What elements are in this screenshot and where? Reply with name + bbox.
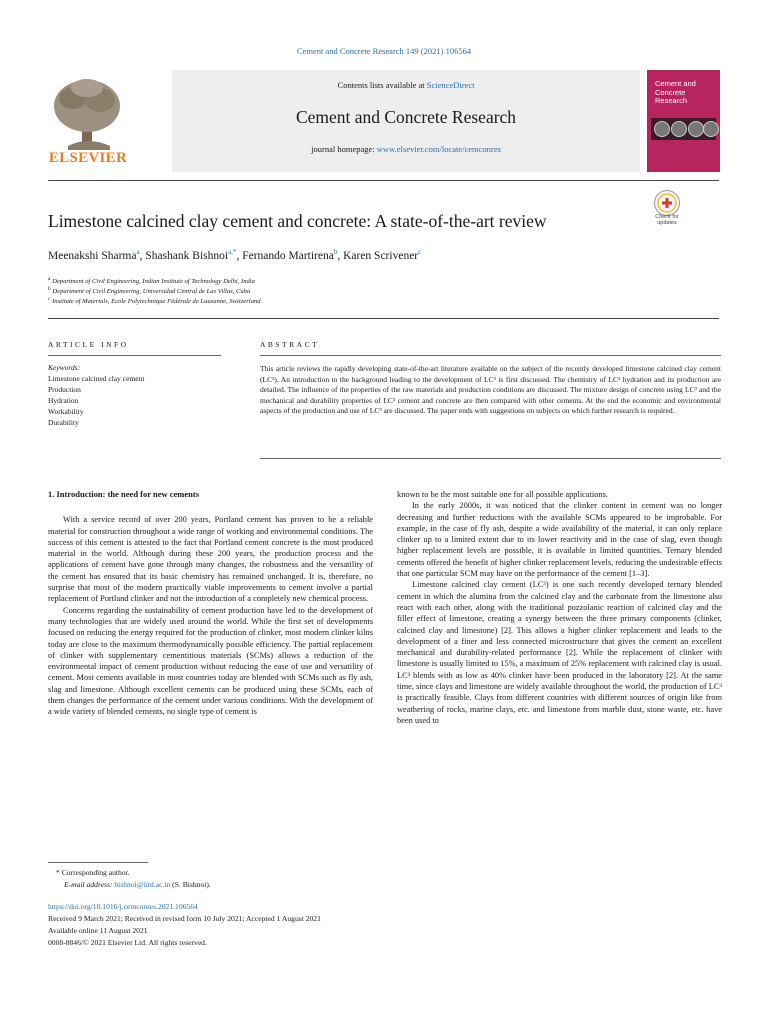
author-name[interactable]: Shashank Bishnoi: [145, 249, 229, 262]
corresponding-footnote: * Corresponding author.: [56, 868, 130, 877]
abstract-rule: [260, 355, 721, 356]
corresponding-text: Corresponding author.: [61, 868, 130, 877]
journal-cover-thumbnail[interactable]: [647, 70, 720, 172]
journal-masthead: [48, 70, 719, 172]
homepage-prefix: journal homepage:: [311, 144, 377, 154]
footnote-rule: [48, 862, 148, 863]
masthead-rule: [48, 180, 719, 181]
contents-prefix: Contents lists available at: [337, 80, 427, 90]
affiliation-rule: [48, 318, 719, 319]
author-affiliation-mark[interactable]: c: [418, 248, 422, 256]
journal-reference[interactable]: Cement and Concrete Research 149 (2021) 106564: [296, 46, 472, 56]
affiliation-text: Department of Civil Engineering, Universidad Central de Las Villas, Cuba: [52, 288, 251, 296]
homepage-link[interactable]: www.elsevier.com/locate/cemconres: [376, 144, 501, 154]
affiliation-text: Institute of Materials, Ecole Polytechnique Fédérale de Lausanne, Switzerland: [52, 298, 261, 306]
article-info-heading: ARTICLE INFO: [48, 340, 129, 349]
keyword: Durability: [48, 418, 79, 427]
copyright: 0008-8846/© 2021 Elsevier Ltd. All rights reserved.: [48, 938, 207, 947]
journal-title: Cement and Concrete Research: [295, 107, 517, 127]
crossmark-label: Check for updates: [655, 214, 679, 226]
article-title: Limestone calcined clay cement and concrete: A state-of-the-art review: [48, 211, 547, 231]
contents-line: [172, 80, 640, 90]
email-suffix: (S. Bishnoi).: [170, 880, 211, 889]
author-affiliation-mark[interactable]: b: [333, 248, 338, 256]
body-paragraph: Limestone calcined clay cement (LC³) is one such recently developed ternary blended cement in which the alumina from the calcined clay and the carbonate from the limestone also react with each other, along with the traditional pozzolanic reaction of calcined clay and the filler effect of limestone, creating a synergy between the three primary components (clinker, calcined clay and limestone) [2]. This allows a higher clinker replacement and leads to the development of a finer and less connected microstructure that gives the cement an excellent mechanical and durability-related performance [2]. While the replacement of clinker with limestone is usually limited to 15%, a maximum of 25% replacement with calcined clay is usual. LC³ blends with as low as 40% clinker have been produced in the laboratory [2]. At the same time, since clays and limestone are widely available throughout the world, the production of LC³ is practically feasible. Clays from different countries with different sources of origin like from weathering of rocks, marine clays, etc. and limestone from marble dust, stone waste, etc. have been used to: [397, 580, 722, 725]
affiliation-text: Department of Civil Engineering, Indian Institute of Technology Delhi, India: [52, 278, 255, 286]
homepage-line: [172, 144, 640, 154]
email-footnote: [64, 879, 211, 890]
affiliation-mark: b: [48, 286, 51, 292]
received-dates: Received 9 March 2021; Received in revised form 10 July 2021; Accepted 1 August 2021: [48, 914, 321, 923]
online-date: Available online 11 August 2021: [48, 926, 148, 935]
cover-image: [651, 118, 716, 140]
publisher-logo-text: ELSEVIER: [48, 150, 128, 166]
author-name[interactable]: Meenakshi Sharma: [48, 249, 137, 262]
section-heading: 1. Introduction: the need for new cements: [48, 489, 200, 499]
body-left-column: [48, 489, 373, 718]
body-paragraph: With a service record of over 200 years, Portland cement has proven to be a reliable material for construction throughout a wide range of working and environmental conditions. The success of this cement is attested to the fact that Portland cement concrete is the most produced material in the world. Although during these 200 years, the production process and the applications of cement have gone through many changes, the robustness and the versatility of the cement has ensured that its basic chemistry has remained unchanged. It is, therefore, no surprise that most of the modern practically viable improvements to cement involve a partial replacement of Portland clinker and not the introduction of a completely new chemical process.: [48, 515, 373, 604]
body-right-column: [397, 489, 722, 726]
body-paragraph: In the early 2000s, it was noticed that the clinker content in cement was no longer decreasing and further reductions with the available SCMs appeared to be improbable. For example, in the case of fly ash, despite a wide availability of the material, it can only replace clinker up to a limited extent due to its lower reactivity and in the case of slag, even though higher replacement levels are possible, it is available in limited quantities. Ternary blended cements offered the benefit of higher clinker replacement levels, reducing the undesirable effects that one particular SCM may have on the performance of the cement [1–3].: [397, 501, 722, 579]
sciencedirect-link[interactable]: ScienceDirect: [426, 80, 475, 90]
affiliation: [48, 296, 261, 305]
affiliation-mark: c: [48, 296, 51, 302]
keyword: Workability: [48, 407, 84, 416]
author-name[interactable]: Karen Scrivener: [343, 249, 419, 262]
author-list: [48, 248, 421, 262]
affiliation-mark: a: [48, 276, 51, 282]
affiliation: [48, 286, 250, 295]
author-separator: ,: [139, 249, 146, 262]
keywords-label: Keywords:: [48, 363, 81, 372]
author-affiliation-mark[interactable]: a: [136, 248, 140, 256]
abstract-bottom-rule: [260, 458, 721, 459]
body-paragraph: known to be the most suitable one for all possible applications.: [397, 490, 608, 499]
keyword: Production: [48, 385, 81, 394]
author-affiliation-mark[interactable]: a,*: [228, 248, 237, 256]
abstract-heading: ABSTRACT: [260, 340, 320, 349]
email-label: E-mail address:: [64, 880, 115, 889]
author-name[interactable]: Fernando Martirena: [242, 249, 334, 262]
crossmark-badge[interactable]: [650, 190, 684, 228]
author-separator: ,: [337, 249, 344, 262]
cover-title: Cement and Concrete Research: [655, 79, 696, 105]
article-info-rule: [48, 355, 221, 356]
body-paragraph: Concerns regarding the sustainability of cement production have led to the development of many technologies that are widely used around the world. While the first set of developments focused on reducing the energy required for the production of clinker, most modern clinker kilns today are close to the maximum thermodynamically possible efficiency. The partial replacement of clinker with supplementary cementitious materials (SCMs) allows a reduction of the environmental impact of cement production without reducing the ease of use and versatility of cement. Most cements available in most countries today are blended with SCMs such as fly ash, slag and limestone. Although excellent cements can be produced using these SCMs, each of them changes the performance of the cement under various conditions. With the development of a wide variety of blended cements, no single type of cement is: [48, 605, 373, 717]
email-link[interactable]: bishnoi@iitd.ac.in: [114, 880, 171, 889]
author-separator: ,: [236, 249, 243, 262]
affiliation: [48, 276, 255, 285]
keyword: Hydration: [48, 396, 79, 405]
doi-link[interactable]: https://doi.org/10.1016/j.cemconres.2021.106564: [48, 902, 198, 911]
keyword: Limestone calcined clay cement: [48, 374, 145, 383]
abstract-text: This article reviews the rapidly developing state-of-the-art literature available on the subject of the recently developed limestone calcined clay cement (LC³). An introduction to the background leading to the development of LC³ is first discussed. The chemistry of LC³ hydration and its production are detailed. The influence of the properties of the raw materials and production conditions are discussed. The mixture design of concrete using LC³ and the mechanical and durability properties of LC³ cement and concrete are then compared with other cements. At the end the economic and environmental aspects of the production and use of LC³ are discussed. The paper ends with suggestions on subjects on which further research is required.: [260, 364, 721, 416]
crossmark-icon: [654, 190, 680, 216]
